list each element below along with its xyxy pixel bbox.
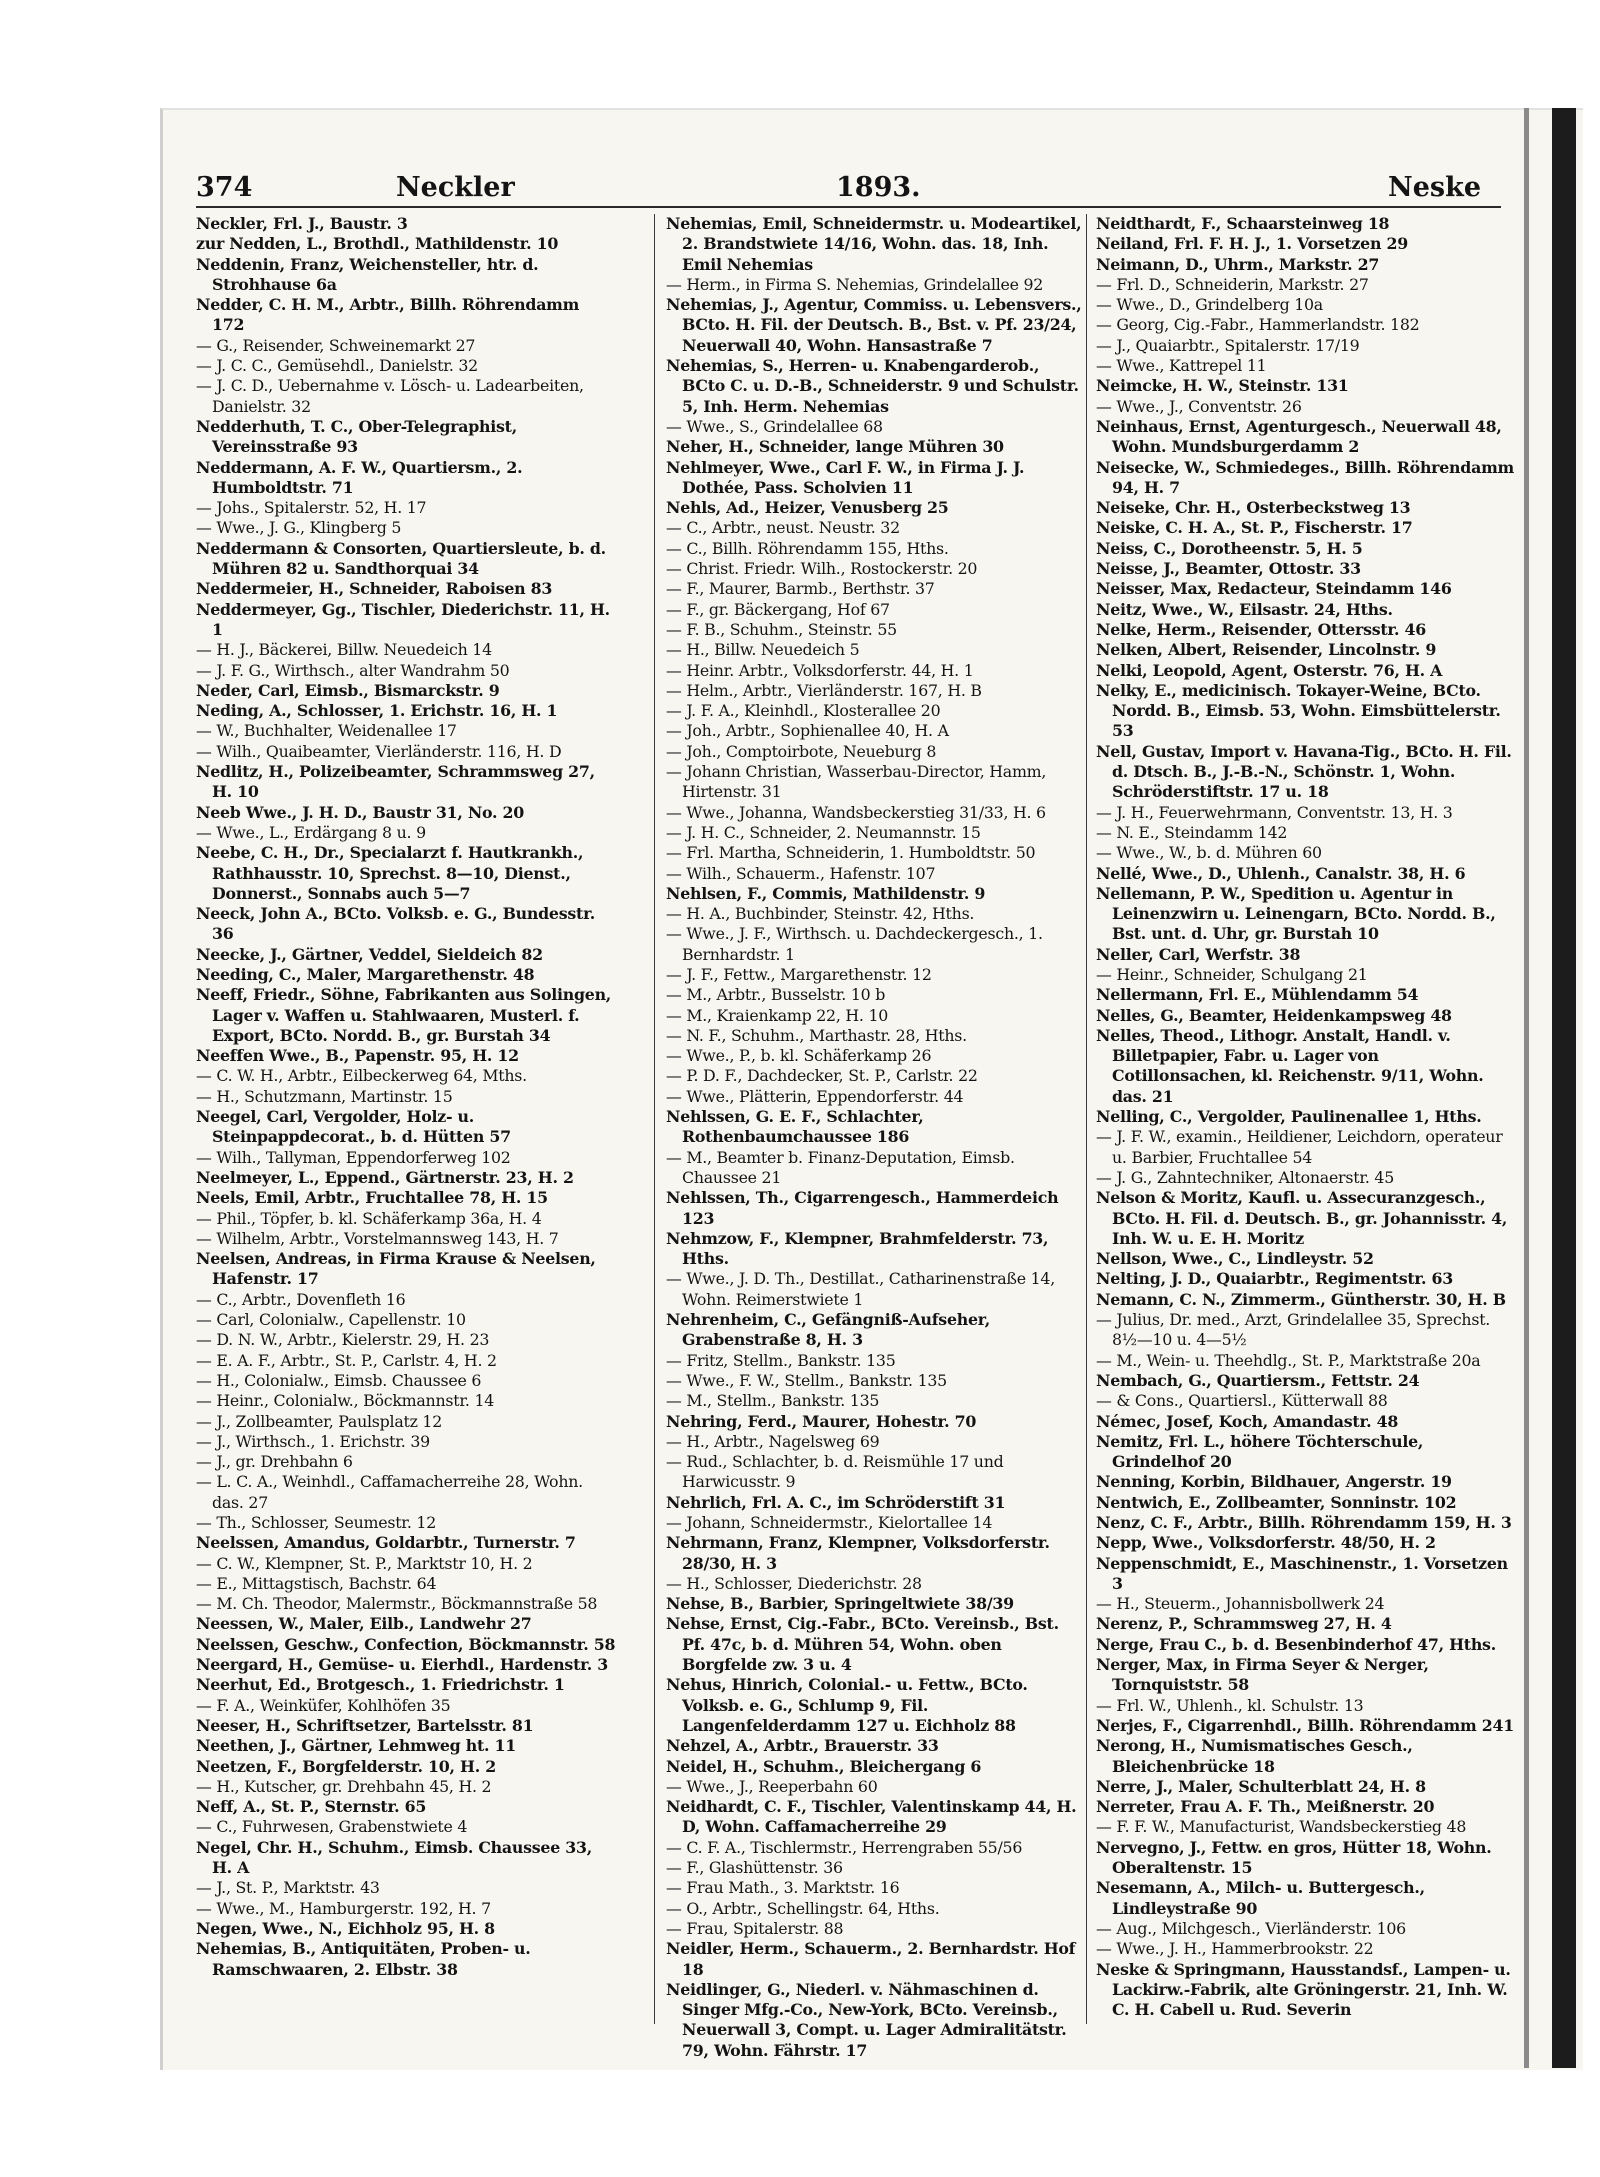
directory-entry: — Heinr., Schneider, Schulgang 21 — [1096, 964, 1368, 984]
directory-entry: — M., Arbtr., Busselstr. 10 b — [666, 985, 886, 1005]
directory-entry: Nehse, B., Barbier, Springeltwiete 38/39 — [666, 1594, 1014, 1614]
directory-entry: — Johann Christian, Wasserbau-Director, Hamm, Hirtenstr. 31 — [666, 762, 1047, 802]
directory-entry: Nell, Gustav, Import v. Havana-Tig., BCto. H. Fil. d. Dtsch. B., J.-B.-N., Schönstr. 1, Wohn. Schröderstiftstr. 17 u. 18 — [1096, 741, 1512, 802]
directory-entry: Neeffen Wwe., B., Papenstr. 95, H. 12 — [196, 1046, 519, 1066]
directory-entry: Némec, Josef, Koch, Amandastr. 48 — [1096, 1411, 1399, 1431]
directory-entry: — J. G., Zahntechniker, Altonaerstr. 45 — [1096, 1167, 1395, 1187]
directory-entry: Nellé, Wwe., D., Uhlenh., Canalstr. 38, H. 6 — [1096, 863, 1466, 883]
directory-entry: — Phil., Töpfer, b. kl. Schäferkamp 36a, H. 4 — [196, 1208, 542, 1228]
directory-entry: Negel, Chr. H., Schuhm., Eimsb. Chaussee 33, H. A — [196, 1837, 592, 1878]
directory-entry: — M., Kraienkamp 22, H. 10 — [666, 1005, 889, 1025]
directory-entry: — G., Reisender, Schweinemarkt 27 — [196, 335, 476, 355]
directory-entry: Neidthardt, F., Schaarsteinweg 18 — [1096, 214, 1390, 233]
directory-entry: Nehls, Ad., Heizer, Venusberg 25 — [666, 498, 949, 518]
directory-entry: — Johann, Schneidermstr., Kielortallee 14 — [666, 1513, 993, 1532]
directory-entry: Neecke, J., Gärtner, Veddel, Sieldeich 82 — [196, 944, 543, 964]
directory-entry: Neddermeier, H., Schneider, Raboisen 83 — [196, 579, 553, 599]
directory-entry: — M., Stellm., Bankstr. 135 — [666, 1391, 880, 1411]
directory-entry: Nehlssen, G. E. F., Schlachter, Rothenbaumchaussee 186 — [666, 1107, 924, 1147]
directory-entry: — H., Arbtr., Nagelsweg 69 — [666, 1431, 880, 1451]
directory-entry: Negen, Wwe., N., Eichholz 95, H. 8 — [196, 1918, 495, 1938]
directory-entry: Neidhardt, C. F., Tischler, Valentinskamp 44, H. D, Wohn. Caffamacherreihe 29 — [666, 1797, 1077, 1837]
directory-entry: Neff, A., St. P., Sternstr. 65 — [196, 1797, 427, 1817]
directory-entry: Nehse, Ernst, Cig.-Fabr., BCto. Vereinsb., Bst. Pf. 47c, b. d. Mühren 54, Wohn. oben Borgfelde zw. 3 u. 4 — [666, 1614, 1059, 1675]
directory-entry: Nehrlich, Frl. A. C., im Schröderstift 31 — [666, 1492, 1006, 1512]
directory-entry: Nembach, G., Quartiersm., Fettstr. 24 — [1096, 1370, 1420, 1390]
directory-entry: Nehlmeyer, Wwe., Carl F. W., in Firma J. J. Dothée, Pass. Scholvien 11 — [666, 457, 1025, 497]
directory-entry: Nehus, Hinrich, Colonial.- u. Fettw., BCto. Volksb. e. G., Schlump 9, Fil. Langenfelderdamm 127 u. Eichholz 88 — [666, 1675, 1028, 1735]
directory-entry: — N. F., Schuhm., Marthastr. 28, Hths. — [666, 1025, 967, 1045]
directory-entry: Neelssen, Amandus, Goldarbtr., Turnerstr. 7 — [196, 1533, 576, 1553]
directory-entry: — F., Maurer, Barmb., Berthstr. 37 — [666, 579, 935, 599]
directory-entry: Nehlssen, Th., Cigarrengesch., Hammerdeich 123 — [666, 1188, 1059, 1228]
directory-entry: — H., Schlosser, Diederichstr. 28 — [666, 1573, 922, 1593]
directory-entry: — Wwe., Kattrepel 11 — [1096, 356, 1267, 376]
directory-entry: — H. J., Bäckerei, Billw. Neuedeich 14 — [196, 640, 492, 660]
directory-entry: Nedlitz, H., Polizeibeamter, Schrammsweg 27, H. 10 — [196, 762, 595, 802]
directory-entry: — Frl. W., Uhlenh., kl. Schulstr. 13 — [1096, 1695, 1364, 1715]
directory-entry: — P. D. F., Dachdecker, St. P., Carlstr. 22 — [666, 1066, 978, 1086]
directory-entry: Neller, Carl, Werfstr. 38 — [1096, 944, 1301, 964]
directory-entry: Neegel, Carl, Vergolder, Holz- u. Steinpappdecorat., b. d. Hütten 57 — [196, 1107, 511, 1147]
directory-entry: Neddermeyer, Gg., Tischler, Diederichstr. 11, H. 1 — [196, 599, 610, 639]
directory-entry: Neeck, John A., BCto. Volksb. e. G., Bundesstr. 36 — [196, 904, 595, 944]
directory-entry: — M. Ch. Theodor, Malermstr., Böckmannstraße 58 — [196, 1594, 598, 1614]
directory-entry: Nehrenheim, C., Gefängniß-Aufseher, Grabenstraße 8, H. 3 — [666, 1310, 990, 1350]
directory-entry: Nenning, Korbin, Bildhauer, Angerstr. 19 — [1096, 1472, 1452, 1492]
directory-entry: — J., Zollbeamter, Paulsplatz 12 — [196, 1411, 443, 1431]
directory-entry: Nehemias, B., Antiquitäten, Proben- u. Ramschwaaren, 2. Elbstr. 38 — [196, 1939, 531, 1979]
directory-entry: Nenz, C. F., Arbtr., Billh. Röhrendamm 159, H. 3 — [1096, 1513, 1512, 1532]
directory-entry: — Heinr., Colonialw., Böckmannstr. 14 — [196, 1391, 495, 1411]
directory-entry: — Wwe., W., b. d. Mühren 60 — [1096, 843, 1322, 863]
directory-entry: — H., Colonialw., Eimsb. Chaussee 6 — [196, 1370, 482, 1390]
directory-entry: Nelky, E., medicinisch. Tokayer-Weine, BCto. Nordd. B., Eimsb. 53, Wohn. Eimsbüttelerstr. 53 — [1096, 680, 1501, 741]
directory-entry: — Heinr. Arbtr., Volksdorferstr. 44, H. 1 — [666, 660, 974, 680]
directory-entry: — F., gr. Bäckergang, Hof 67 — [666, 599, 890, 619]
directory-entry: — H., Schutzmann, Martinstr. 15 — [196, 1086, 453, 1106]
directory-entry: Neding, A., Schlosser, 1. Erichstr. 16, H. 1 — [196, 701, 558, 721]
directory-entry: Nelles, G., Beamter, Heidenkampsweg 48 — [1096, 1005, 1452, 1025]
directory-entry: — F. B., Schuhm., Steinstr. 55 — [666, 619, 897, 639]
directory-entry: Neebe, C. H., Dr., Specialarzt f. Hautkrankh., Rathhausstr. 10, Sprechst. 8—10, Dienst., Donnerst., Sonnabs auch 5—7 — [196, 843, 584, 903]
directory-entry: — Herm., in Firma S. Nehemias, Grindelallee 92 — [666, 274, 1044, 294]
directory-entry: Neisecke, W., Schmiedeges., Billh. Röhrendamm 94, H. 7 — [1096, 457, 1514, 497]
directory-entry: — Wwe., F. W., Stellm., Bankstr. 135 — [666, 1370, 947, 1390]
directory-entry: — L. C. A., Weinhdl., Caffamacherreihe 28, Wohn. das. 27 — [196, 1472, 583, 1512]
directory-entry: — Wwe., J. G., Klingberg 5 — [196, 518, 402, 538]
directory-entry: — C., Arbtr., neust. Neustr. 32 — [666, 518, 900, 538]
directory-entry: — M., Beamter b. Finanz-Deputation, Eimsb. Chaussee 21 — [666, 1147, 1015, 1187]
directory-entry: — Fritz, Stellm., Bankstr. 135 — [666, 1350, 896, 1370]
directory-entry: — Wwe., J., Reeperbahn 60 — [666, 1776, 878, 1796]
directory-entry: — J. F. G., Wirthsch., alter Wandrahm 50 — [196, 660, 510, 680]
directory-entry: — C., Arbtr., Dovenfleth 16 — [196, 1289, 406, 1309]
directory-entry: Nehemias, S., Herren- u. Knabengarderob., BCto C. u. D.-B., Schneiderstr. 9 und Schulstr. 5, Inh. Herm. Nehemias — [666, 356, 1079, 416]
directory-entry: Nehemias, J., Agentur, Commiss. u. Lebensvers., BCto. H. Fil. der Deutsch. B., Bst. v. Pf. 23/24, Neuerwall 40, Wohn. Hansastraße 7 — [666, 295, 1082, 355]
directory-entry: Neelmeyer, L., Eppend., Gärtnerstr. 23, H. 2 — [196, 1167, 574, 1187]
directory-entry: — J. F., Fettw., Margarethenstr. 12 — [666, 964, 932, 984]
directory-entry: Neidler, Herm., Schauerm., 2. Bernhardstr. Hof 18 — [666, 1939, 1076, 1979]
directory-entry: Neiske, C. H. A., St. P., Fischerstr. 17 — [1096, 518, 1413, 538]
directory-entry: Nehrmann, Franz, Klempner, Volksdorferstr. 28/30, H. 3 — [666, 1533, 1050, 1573]
directory-entry: Neimcke, H. W., Steinstr. 131 — [1096, 376, 1349, 396]
directory-entry: — J. F. A., Kleinhdl., Klosterallee 20 — [666, 701, 941, 721]
directory-entry: — Wilh., Quaibeamter, Vierländerstr. 116, H. D — [196, 741, 562, 761]
directory-entry: Neske & Springmann, Hausstandsf., Lampen- u. Lackirw.-Fabrik, alte Gröningerstr. 21, Inh. W. C. H. Cabell u. Rud. Severin — [1096, 1959, 1511, 2020]
column-3 — [1096, 214, 1516, 2024]
directory-entry: — Wwe., L., Erdärgang 8 u. 9 — [196, 822, 426, 842]
directory-entry: Neddenin, Franz, Weichensteller, htr. d. Strohhause 6a — [196, 254, 539, 294]
directory-entry: Neder, Carl, Eimsb., Bismarckstr. 9 — [196, 680, 500, 700]
directory-entry: Nesemann, A., Milch- u. Buttergesch., Lindleystraße 90 — [1096, 1878, 1425, 1918]
directory-entry: Neeb Wwe., J. H. D., Baustr 31, No. 20 — [196, 802, 525, 822]
directory-entry: — J. H., Feuerwehrmann, Conventstr. 13, H. 3 — [1096, 802, 1453, 822]
directory-entry: — Christ. Friedr. Wilh., Rostockerstr. 20 — [666, 559, 978, 579]
directory-entry: Neerhut, Ed., Brotgesch., 1. Friedrichstr. 1 — [196, 1675, 565, 1695]
directory-entry: Nedder, C. H. M., Arbtr., Billh. Röhrendamm 172 — [196, 295, 580, 335]
page-edge-shadow — [1524, 108, 1529, 2068]
directory-page — [196, 170, 1514, 2060]
directory-entry: Nehzel, A., Arbtr., Brauerstr. 33 — [666, 1736, 939, 1756]
directory-entry: — Joh., Comptoirbote, Neueburg 8 — [666, 741, 937, 761]
directory-entry: — F., Glashüttenstr. 36 — [666, 1858, 843, 1878]
directory-entry: Neimann, D., Uhrm., Markstr. 27 — [1096, 254, 1380, 274]
directory-entry: Nellemann, P. W., Spedition u. Agentur in Leinenzwirn u. Leinengarn, BCto. Nordd. B., Bst. unt. d. Uhr, gr. Burstah 10 — [1096, 883, 1496, 944]
directory-entry: Neiland, Frl. F. H. J., 1. Vorsetzen 29 — [1096, 234, 1408, 254]
directory-entry: Nellermann, Frl. E., Mühlendamm 54 — [1096, 985, 1419, 1005]
directory-entry: — C., Billh. Röhrendamm 155, Hths. — [666, 538, 949, 558]
directory-entry: — M., Wein- u. Theehdlg., St. P., Marktstraße 20a — [1096, 1350, 1481, 1370]
header-year: 1893. — [836, 172, 921, 203]
column-2 — [666, 214, 1086, 2060]
directory-entry: zur Nedden, L., Brothdl., Mathildenstr. 10 — [196, 234, 559, 254]
directory-entry: — Johs., Spitalerstr. 52, H. 17 — [196, 498, 427, 518]
directory-entry: Neisse, J., Beamter, Ottostr. 33 — [1096, 559, 1361, 579]
directory-entry: Neckler, Frl. J., Baustr. 3 — [196, 214, 408, 233]
directory-entry: — Wwe., J. H., Hammerbrookstr. 22 — [1096, 1939, 1374, 1959]
directory-entry: Nervegno, J., Fettw. en gros, Hütter 18, Wohn. Oberaltenstr. 15 — [1096, 1837, 1492, 1878]
directory-entry: — Wwe., M., Hamburgerstr. 192, H. 7 — [196, 1898, 491, 1918]
directory-entry: Nehlsen, F., Commis, Mathildenstr. 9 — [666, 883, 986, 903]
directory-entry: Nerre, J., Maler, Schulterblatt 24, H. 8 — [1096, 1776, 1426, 1796]
directory-entry: — Frl. Martha, Schneiderin, 1. Humboldtstr. 50 — [666, 843, 1036, 863]
directory-entry: — H., Billw. Neuedeich 5 — [666, 640, 860, 660]
directory-entry: Nehring, Ferd., Maurer, Hohestr. 70 — [666, 1411, 977, 1431]
directory-entry: — W., Buchhalter, Weidenallee 17 — [196, 721, 457, 741]
directory-entry: — Wwe., J. D. Th., Destillat., Catharinenstraße 14, Wohn. Reimerstwiete 1 — [666, 1269, 1055, 1309]
directory-entry: — Rud., Schlachter, b. d. Reismühle 17 und Harwicusstr. 9 — [666, 1452, 1004, 1492]
directory-entry: — J. C. D., Uebernahme v. Lösch- u. Ladearbeiten, Danielstr. 32 — [196, 376, 584, 416]
directory-entry: — E. A. F., Arbtr., St. P., Carlstr. 4, H. 2 — [196, 1350, 497, 1370]
directory-entry: — D. N. W., Arbtr., Kielerstr. 29, H. 23 — [196, 1330, 490, 1350]
header-left-keyword: Neckler — [396, 172, 515, 203]
directory-entry: — Joh., Arbtr., Sophienallee 40, H. A — [666, 721, 949, 741]
directory-entry: Neetzen, F., Borgfelderstr. 10, H. 2 — [196, 1756, 496, 1776]
page-header — [196, 170, 1501, 208]
directory-entry: — J., St. P., Marktstr. 43 — [196, 1878, 380, 1898]
directory-entry: Nellson, Wwe., C., Lindleystr. 52 — [1096, 1249, 1374, 1269]
directory-entry: — E., Mittagstisch, Bachstr. 64 — [196, 1573, 437, 1593]
directory-entry: — Frau Math., 3. Marktstr. 16 — [666, 1878, 900, 1898]
directory-entry: Neinhaus, Ernst, Agenturgesch., Neuerwall 48, Wohn. Mundsburgerdamm 2 — [1096, 416, 1502, 457]
directory-entry: Neidlinger, G., Niederl. v. Nähmaschinen d. Singer Mfg.-Co., New-York, BCto. Vereinsb., Neuerwall 3, Compt. u. Lager Admiralitätstr. 79, Wohn. Fährstr. 17 — [666, 1979, 1067, 2060]
directory-entry: Nelles, Theod., Lithogr. Anstalt, Handl. v. Billetpapier, Fabr. u. Lager von Cotillonsachen, kl. Reichenstr. 9/11, Wohn. das. 21 — [1096, 1025, 1484, 1106]
directory-entry: — H., Kutscher, gr. Drehbahn 45, H. 2 — [196, 1776, 492, 1796]
directory-entry: — Julius, Dr. med., Arzt, Grindelallee 35, Sprechst. 8½—10 u. 4—5½ — [1096, 1310, 1491, 1350]
directory-entry: Neidel, H., Schuhm., Bleichergang 6 — [666, 1756, 982, 1776]
directory-entry: Neisser, Max, Redacteur, Steindamm 146 — [1096, 579, 1452, 599]
directory-entry: Neels, Emil, Arbtr., Fruchtallee 78, H. 15 — [196, 1188, 548, 1208]
directory-entry: — Frau, Spitalerstr. 88 — [666, 1918, 844, 1938]
directory-entry: Nelson & Moritz, Kaufl. u. Assecuranzgesch., BCto. H. Fil. d. Deutsch. B., gr. Johannisstr. 4, Inh. W. u. E. H. Moritz — [1096, 1188, 1508, 1248]
directory-entry: — F. A., Weinküfer, Kohlhöfen 35 — [196, 1695, 451, 1715]
directory-entry: — F. F. W., Manufacturist, Wandsbeckerstieg 48 — [1096, 1817, 1467, 1837]
directory-entry: — Wwe., S., Grindelallee 68 — [666, 416, 883, 436]
directory-entry: — & Cons., Quartiersl., Kütterwall 88 — [1096, 1391, 1388, 1411]
directory-entry: Neergard, H., Gemüse- u. Eierhdl., Hardenstr. 3 — [196, 1655, 608, 1675]
directory-entry: — Wwe., Johanna, Wandsbeckerstieg 31/33, H. 6 — [666, 802, 1046, 822]
directory-entry: Neelssen, Geschw., Confection, Böckmannstr. 58 — [196, 1634, 616, 1654]
directory-entry: — J., gr. Drehbahn 6 — [196, 1452, 353, 1472]
directory-entry: Nepp, Wwe., Volksdorferstr. 48/50, H. 2 — [1096, 1533, 1436, 1553]
header-right-keyword: Neske — [1388, 172, 1481, 203]
directory-entry: — J., Quaiarbtr., Spitalerstr. 17/19 — [1096, 335, 1360, 355]
directory-entry: — Wwe., J. F., Wirthsch. u. Dachdeckergesch., 1. Bernhardstr. 1 — [666, 924, 1043, 964]
directory-entry: — Wwe., J., Conventstr. 26 — [1096, 396, 1302, 416]
directory-entry: — J., Wirthsch., 1. Erichstr. 39 — [196, 1431, 430, 1451]
directory-entry: Neethen, J., Gärtner, Lehmweg ht. 11 — [196, 1736, 516, 1756]
directory-entry: Nerong, H., Numismatisches Gesch., Bleichenbrücke 18 — [1096, 1736, 1413, 1776]
directory-entry: — Wwe., P., b. kl. Schäferkamp 26 — [666, 1046, 932, 1066]
directory-entry: — H., Steuerm., Johannisbollwerk 24 — [1096, 1594, 1385, 1614]
directory-entry: Neiss, C., Dorotheenstr. 5, H. 5 — [1096, 538, 1363, 558]
directory-entry: Neelsen, Andreas, in Firma Krause & Neelsen, Hafenstr. 17 — [196, 1249, 596, 1289]
directory-entry: Neitz, Wwe., W., Eilsastr. 24, Hths. — [1096, 599, 1393, 619]
directory-entry: Nerge, Frau C., b. d. Besenbinderhof 47, Hths. — [1096, 1634, 1496, 1654]
directory-entry: Nelki, Leopold, Agent, Osterstr. 76, H. A — [1096, 660, 1443, 680]
directory-entry: Needing, C., Maler, Margarethenstr. 48 — [196, 964, 535, 984]
directory-entry: — C., Fuhrwesen, Grabenstwiete 4 — [196, 1817, 468, 1837]
directory-entry: — H. A., Buchbinder, Steinstr. 42, Hths. — [666, 904, 975, 924]
directory-entry: — Helm., Arbtr., Vierländerstr. 167, H. B — [666, 680, 982, 700]
directory-entry: Nelling, C., Vergolder, Paulinenallee 1, Hths. — [1096, 1107, 1482, 1127]
column-1 — [196, 214, 616, 2024]
directory-entry: Nelke, Herm., Reisender, Ottersstr. 46 — [1096, 619, 1427, 639]
directory-entry: Neiseke, Chr. H., Osterbeckstweg 13 — [1096, 498, 1411, 518]
directory-entry: Nelting, J. D., Quaiarbtr., Regimentstr. 63 — [1096, 1269, 1454, 1289]
directory-entry: Neddermann & Consorten, Quartiersleute, b. d. Mühren 82 u. Sandthorquai 34 — [196, 538, 606, 579]
directory-entry: Neppenschmidt, E., Maschinenstr., 1. Vorsetzen 3 — [1096, 1553, 1508, 1593]
directory-entry: Nemitz, Frl. L., höhere Töchterschule, Grindelhof 20 — [1096, 1431, 1424, 1472]
directory-entry: Nelken, Albert, Reisender, Lincolnstr. 9 — [1096, 640, 1437, 660]
directory-entry: Neessen, W., Maler, Eilb., Landwehr 27 — [196, 1614, 532, 1634]
directory-entry: Nemann, C. N., Zimmerm., Güntherstr. 30, H. B — [1096, 1289, 1506, 1309]
directory-entry: — J. H. C., Schneider, 2. Neumannstr. 15 — [666, 822, 981, 842]
directory-entry: — Frl. D., Schneiderin, Markstr. 27 — [1096, 274, 1369, 294]
directory-entry: — Carl, Colonialw., Capellenstr. 10 — [196, 1310, 466, 1330]
directory-entry: Neeser, H., Schriftsetzer, Bartelsstr. 81 — [196, 1715, 534, 1735]
directory-entry: — C. F. A., Tischlermstr., Herrengraben 55/56 — [666, 1837, 1023, 1857]
directory-entry: Nerjes, F., Cigarrenhdl., Billh. Röhrendamm 241 — [1096, 1715, 1514, 1735]
directory-entry: — Wilh., Schauerm., Hafenstr. 107 — [666, 863, 936, 883]
directory-entry: — J. C. C., Gemüsehdl., Danielstr. 32 — [196, 356, 478, 376]
directory-entry: — Wilhelm, Arbtr., Vorstelmannsweg 143, H. 7 — [196, 1228, 559, 1248]
directory-entry: — Wwe., D., Grindelberg 10a — [1096, 295, 1323, 315]
directory-entry: — Aug., Milchgesch., Vierländerstr. 106 — [1096, 1918, 1406, 1938]
directory-entry: Neddermann, A. F. W., Quartiersm., 2. Humboldtstr. 71 — [196, 457, 523, 497]
directory-entry: Neeff, Friedr., Söhne, Fabrikanten aus Solingen, Lager v. Waffen u. Stahlwaaren, Musterl. f. Export, BCto. Nordd. B., gr. Burstah 34 — [196, 985, 612, 1045]
directory-entry: — Wilh., Tallyman, Eppendorferweg 102 — [196, 1147, 511, 1167]
page-edge-bar — [1552, 108, 1576, 2068]
directory-entry: — N. E., Steindamm 142 — [1096, 822, 1288, 842]
directory-entry: — Georg, Cig.-Fabr., Hammerlandstr. 182 — [1096, 315, 1420, 335]
directory-entry: Nerenz, P., Schrammsweg 27, H. 4 — [1096, 1614, 1392, 1634]
directory-entry: — J. F. W., examin., Heildiener, Leichdorn, operateur u. Barbier, Fruchtallee 54 — [1096, 1127, 1503, 1167]
directory-entry: Nehmzow, F., Klempner, Brahmfelderstr. 73, Hths. — [666, 1228, 1049, 1269]
directory-entry: Nentwich, E., Zollbeamter, Sonninstr. 102 — [1096, 1492, 1457, 1512]
directory-entry: Nehemias, Emil, Schneidermstr. u. Modeartikel, 2. Brandstwiete 14/16, Wohn. das. 18, Inh. Emil Nehemias — [666, 214, 1082, 274]
directory-entry: — Wwe., Plätterin, Eppendorferstr. 44 — [666, 1086, 964, 1106]
directory-entry: — C. W. H., Arbtr., Eilbeckerweg 64, Mths. — [196, 1066, 527, 1086]
directory-entry: Nerger, Max, in Firma Seyer & Nerger, Tornquiststr. 58 — [1096, 1655, 1429, 1695]
directory-entry: Neher, H., Schneider, lange Mühren 30 — [666, 437, 1004, 457]
directory-entry: Nedderhuth, T. C., Ober-Telegraphist, Vereinsstraße 93 — [196, 416, 517, 457]
directory-entry: — Th., Schlosser, Seumestr. 12 — [196, 1513, 437, 1532]
directory-entry: Nerreter, Frau A. F. Th., Meißnerstr. 20 — [1096, 1797, 1435, 1817]
entry-columns — [196, 214, 1514, 2060]
directory-entry: — O., Arbtr., Schellingstr. 64, Hths. — [666, 1898, 940, 1918]
directory-entry: — C. W., Klempner, St. P., Marktstr 10, H. 2 — [196, 1553, 533, 1573]
page-number: 374 — [196, 172, 253, 203]
